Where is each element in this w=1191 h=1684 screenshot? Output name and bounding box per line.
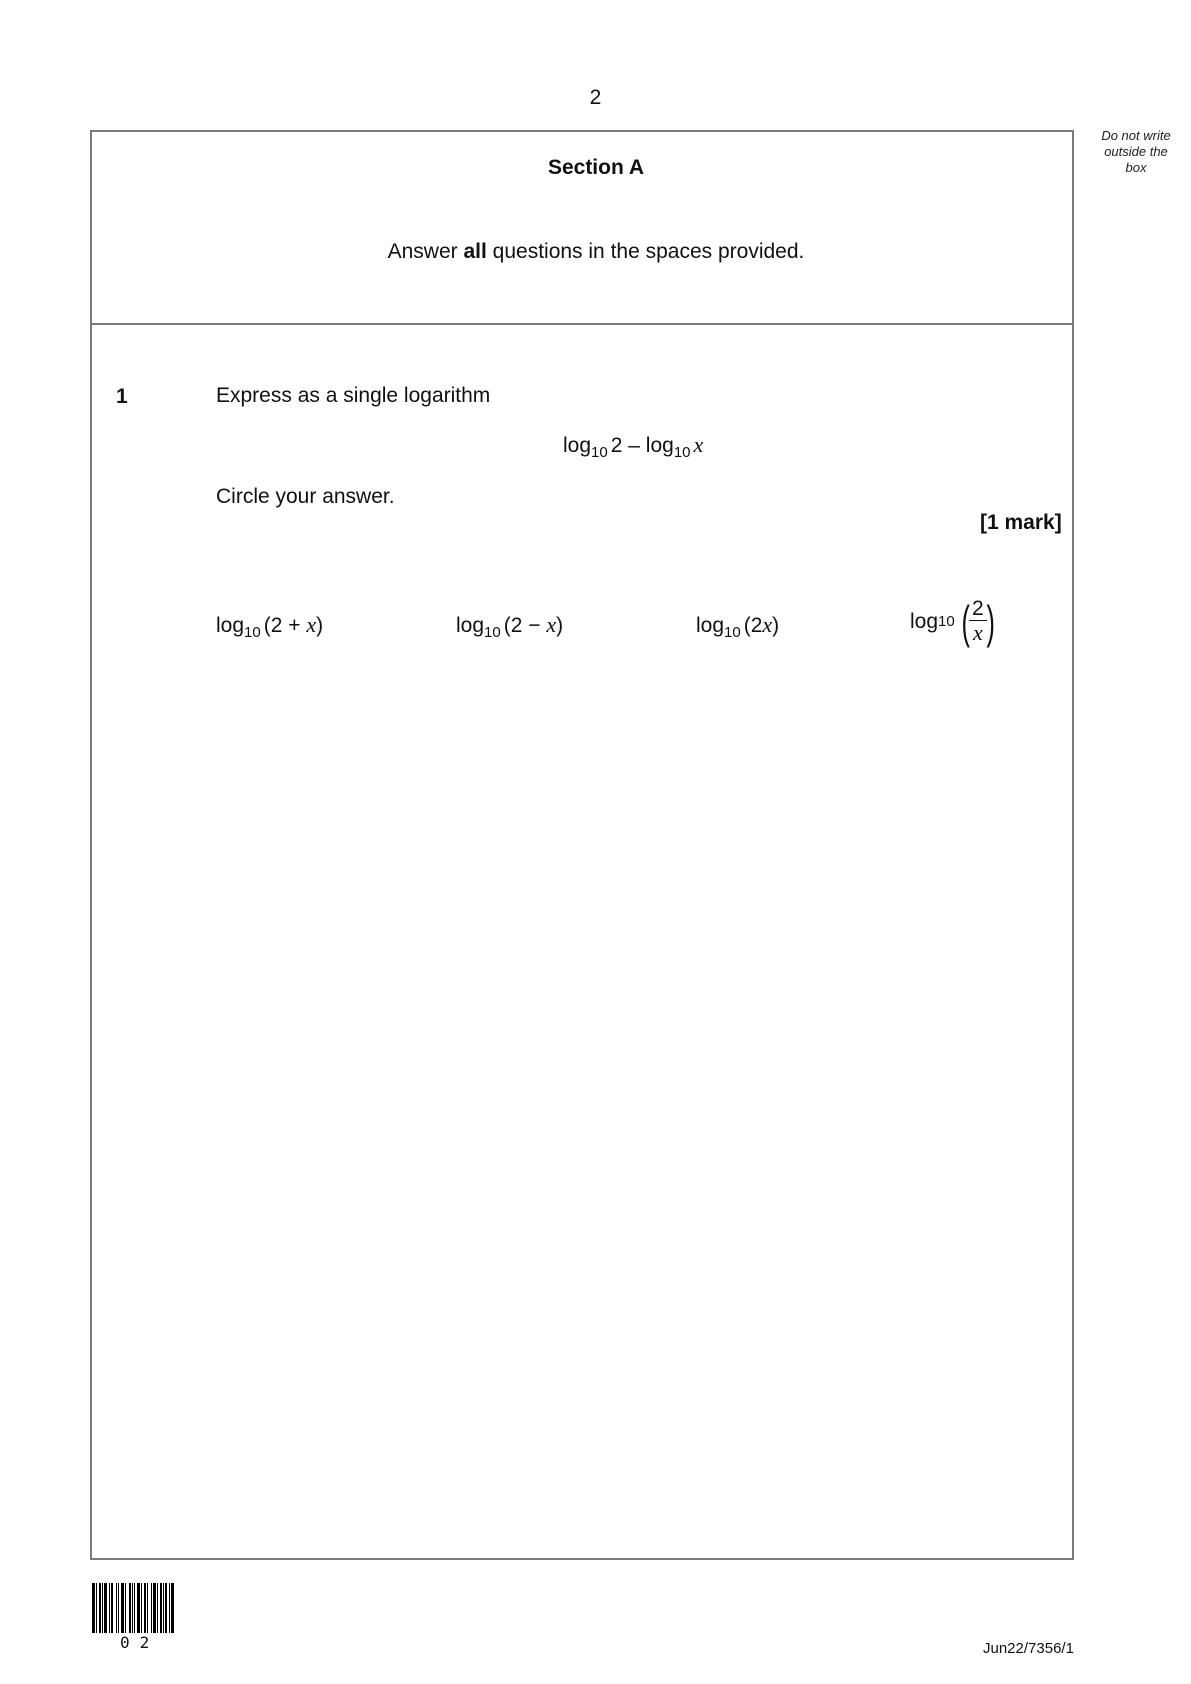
answer-box-frame [90,130,1074,1560]
option-close: ) [316,614,324,637]
marks-label: [1 mark] [980,511,1062,534]
option-close: ) [772,614,780,637]
option-variable: x [546,612,557,637]
expr-log: log [645,434,674,457]
answer-option-d[interactable] [910,595,998,648]
option-close: ) [556,614,564,637]
circle-instruction: Circle your answer. [216,485,395,508]
option-open: (2 [743,614,763,637]
barcode-digits: 02 [120,1633,160,1652]
answer-option-b[interactable] [456,612,563,641]
instruction-emphasis: all [463,240,487,263]
option-log: log [910,609,939,633]
margin-note-line: Do not write [1101,128,1171,143]
option-base: 10 [724,624,741,641]
left-parenthesis: ( [961,595,970,648]
option-variable: x [762,612,773,637]
expr-log: log [563,434,592,457]
option-log: log [696,614,725,637]
question-number: 1 [116,385,128,408]
option-log: log [216,614,245,637]
option-base: 10 [938,613,955,630]
barcode [92,1583,195,1633]
option-open: (2 [263,614,289,637]
fraction-denominator: x [973,620,983,645]
expr-arg1: 2 [610,434,623,457]
margin-note-line: box [1125,160,1147,175]
option-operator: − [528,614,541,637]
expr-base: 10 [673,444,691,461]
expr-variable: x [693,432,704,457]
right-parenthesis: ) [986,595,995,648]
option-open: (2 [503,614,529,637]
expr-minus: – [628,434,640,457]
option-base: 10 [484,624,501,641]
page-number: 2 [589,86,602,109]
option-log: log [456,614,485,637]
instruction-text: questions in the spaces provided. [486,240,805,263]
margin-note-line: outside the [1104,144,1168,159]
section-divider [90,323,1074,325]
fraction-numerator: 2 [969,598,987,621]
fraction [969,598,987,645]
answer-option-c[interactable] [696,612,779,641]
question-expression [563,432,703,461]
option-variable: x [306,612,317,637]
expr-base: 10 [591,444,608,461]
option-base: 10 [244,624,261,641]
question-text: Express as a single logarithm [216,384,491,407]
instruction-text: Answer [387,240,464,263]
option-operator: + [288,614,301,637]
section-instruction [90,240,1102,264]
answer-option-a[interactable] [216,612,323,641]
paper-code: Jun22/7356/1 [983,1640,1074,1657]
section-title: Section A [547,156,645,179]
